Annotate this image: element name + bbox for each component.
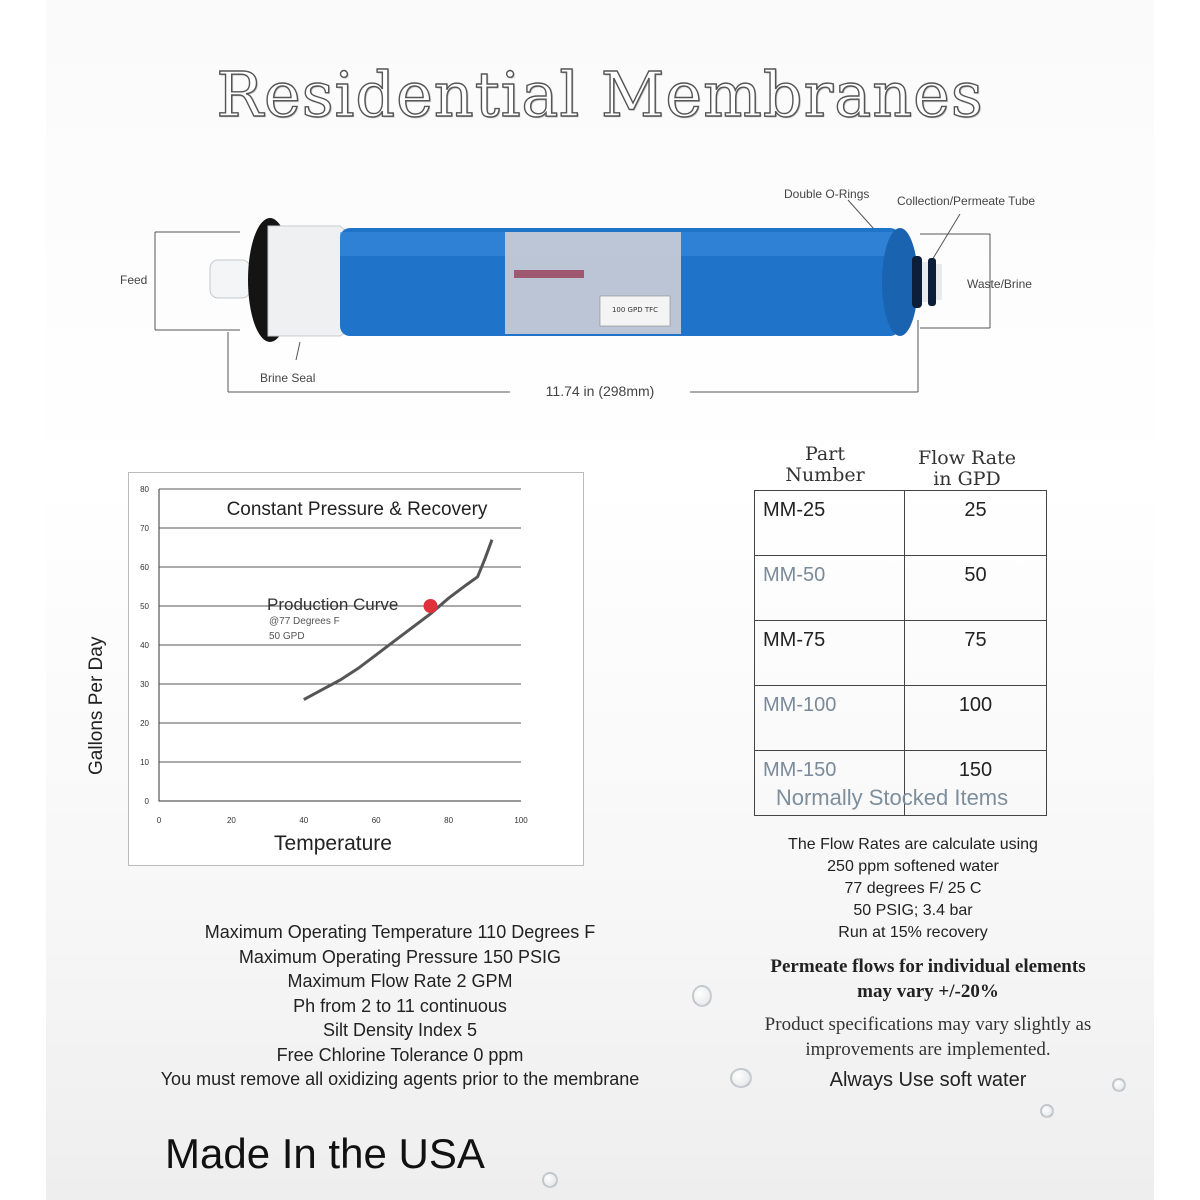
x-tick-label: 100 [514, 816, 528, 825]
water-droplet [1040, 1104, 1054, 1118]
made-in-usa: Made In the USA [165, 1130, 485, 1177]
part-number-cell: MM-75 [755, 621, 905, 686]
sticker-text: 100 GPD TFC [611, 306, 659, 314]
part-number-cell: MM-25 [755, 491, 905, 556]
spec-line: You must remove all oxidizing agents prior to the membrane [160, 1069, 640, 1089]
part-number-cell: MM-50 [755, 556, 905, 621]
flow-notes [738, 834, 1088, 944]
table-row [755, 556, 1047, 621]
header-part-line-1: Part [805, 443, 845, 465]
spec-line: Maximum Operating Temperature 110 Degrees F [204, 922, 596, 942]
header-flow-rate [900, 448, 1034, 490]
water-droplet [542, 1172, 558, 1188]
annotation-line-2: 50 GPD [269, 631, 305, 642]
flow-rate-cell: 25 [905, 491, 1047, 556]
permeate-note-line: Permeate flows for individual elements [770, 956, 1086, 977]
flow-note-line: Run at 15% recovery [838, 924, 988, 941]
flow-note-line: The Flow Rates are calculate using [788, 836, 1038, 853]
soft-water-note: Always Use soft water [829, 1069, 1027, 1091]
flow-rate-cell: 100 [905, 686, 1047, 751]
flow-note-line: 250 ppm softened water [827, 858, 999, 875]
table-caption: Normally Stocked Items [775, 785, 1009, 810]
spec-line: Maximum Operating Pressure 150 PSIG [238, 946, 562, 967]
membrane-diagram [100, 170, 1100, 410]
y-tick-label: 70 [140, 524, 149, 533]
label-collection-tube: Collection/Permeate Tube [897, 194, 1036, 208]
part-number-cell: MM-150 [755, 751, 905, 816]
x-axis-label: Temperature [274, 832, 392, 855]
label-feed: Feed [120, 273, 148, 287]
x-tick-label: 40 [299, 816, 309, 825]
product-note-line: improvements are implemented. [805, 1039, 1051, 1060]
x-tick-label: 60 [371, 816, 381, 825]
header-part-number [766, 444, 884, 486]
water-droplet [730, 1068, 752, 1088]
header-flow-line-2: in GPD [933, 468, 1001, 490]
x-tick-label: 0 [156, 816, 162, 825]
product-note-line: Product specifications may vary slightly as [764, 1014, 1092, 1035]
water-droplet [692, 985, 712, 1007]
x-tick-label: 80 [444, 816, 454, 825]
label-double-o-rings: Double O-Rings [784, 187, 870, 201]
annotation-line-1: @77 Degrees F [269, 616, 340, 627]
spec-line: Silt Density Index 5 [322, 1020, 478, 1040]
spec-line: Free Chlorine Tolerance 0 ppm [276, 1044, 524, 1065]
y-axis-label: Gallons Per Day [86, 636, 107, 775]
spec-line: Ph from 2 to 11 continuous [293, 995, 507, 1016]
table-row [755, 491, 1047, 556]
flow-note-line: 77 degrees F/ 25 C [844, 880, 982, 897]
water-droplet [1112, 1078, 1126, 1092]
y-tick-label: 50 [140, 602, 149, 611]
permeate-note-line: may vary +/-20% [857, 981, 999, 1002]
chart-frame [128, 472, 584, 866]
flow-rate-cell: 50 [905, 556, 1047, 621]
y-tick-label: 20 [140, 719, 149, 728]
table-row [755, 621, 1047, 686]
parts-table [754, 490, 1047, 816]
header-flow-line-1: Flow Rate [918, 447, 1016, 469]
highlight-point [424, 599, 438, 613]
y-tick-label: 10 [140, 758, 149, 767]
product-note [718, 1012, 1138, 1062]
specifications-list [110, 920, 690, 1092]
flow-rate-cell: 75 [905, 621, 1047, 686]
header-part-line-2: Number [785, 464, 865, 486]
production-chart [129, 473, 583, 865]
flow-note-line: 50 PSIG; 3.4 bar [853, 902, 973, 919]
annotation-title: Production Curve [267, 595, 399, 614]
label-brine-seal: Brine Seal [260, 371, 316, 385]
y-tick-label: 80 [140, 485, 149, 494]
table-row [755, 686, 1047, 751]
label-waste-brine: Waste/Brine [967, 277, 1032, 291]
y-tick-label: 60 [140, 563, 149, 572]
y-tick-label: 0 [144, 797, 149, 806]
permeate-note [718, 954, 1138, 1004]
spec-line: Maximum Flow Rate 2 GPM [287, 971, 513, 991]
page-title: Residential Membranes [216, 58, 984, 131]
flow-rate-cell: 150 [905, 751, 1047, 816]
y-tick-label: 40 [140, 641, 149, 650]
part-number-cell: MM-100 [755, 686, 905, 751]
x-tick-label: 20 [226, 816, 236, 825]
chart-title: Constant Pressure & Recovery [226, 499, 488, 520]
label-length: 11.74 in (298mm) [545, 383, 655, 399]
y-tick-label: 30 [140, 680, 149, 689]
